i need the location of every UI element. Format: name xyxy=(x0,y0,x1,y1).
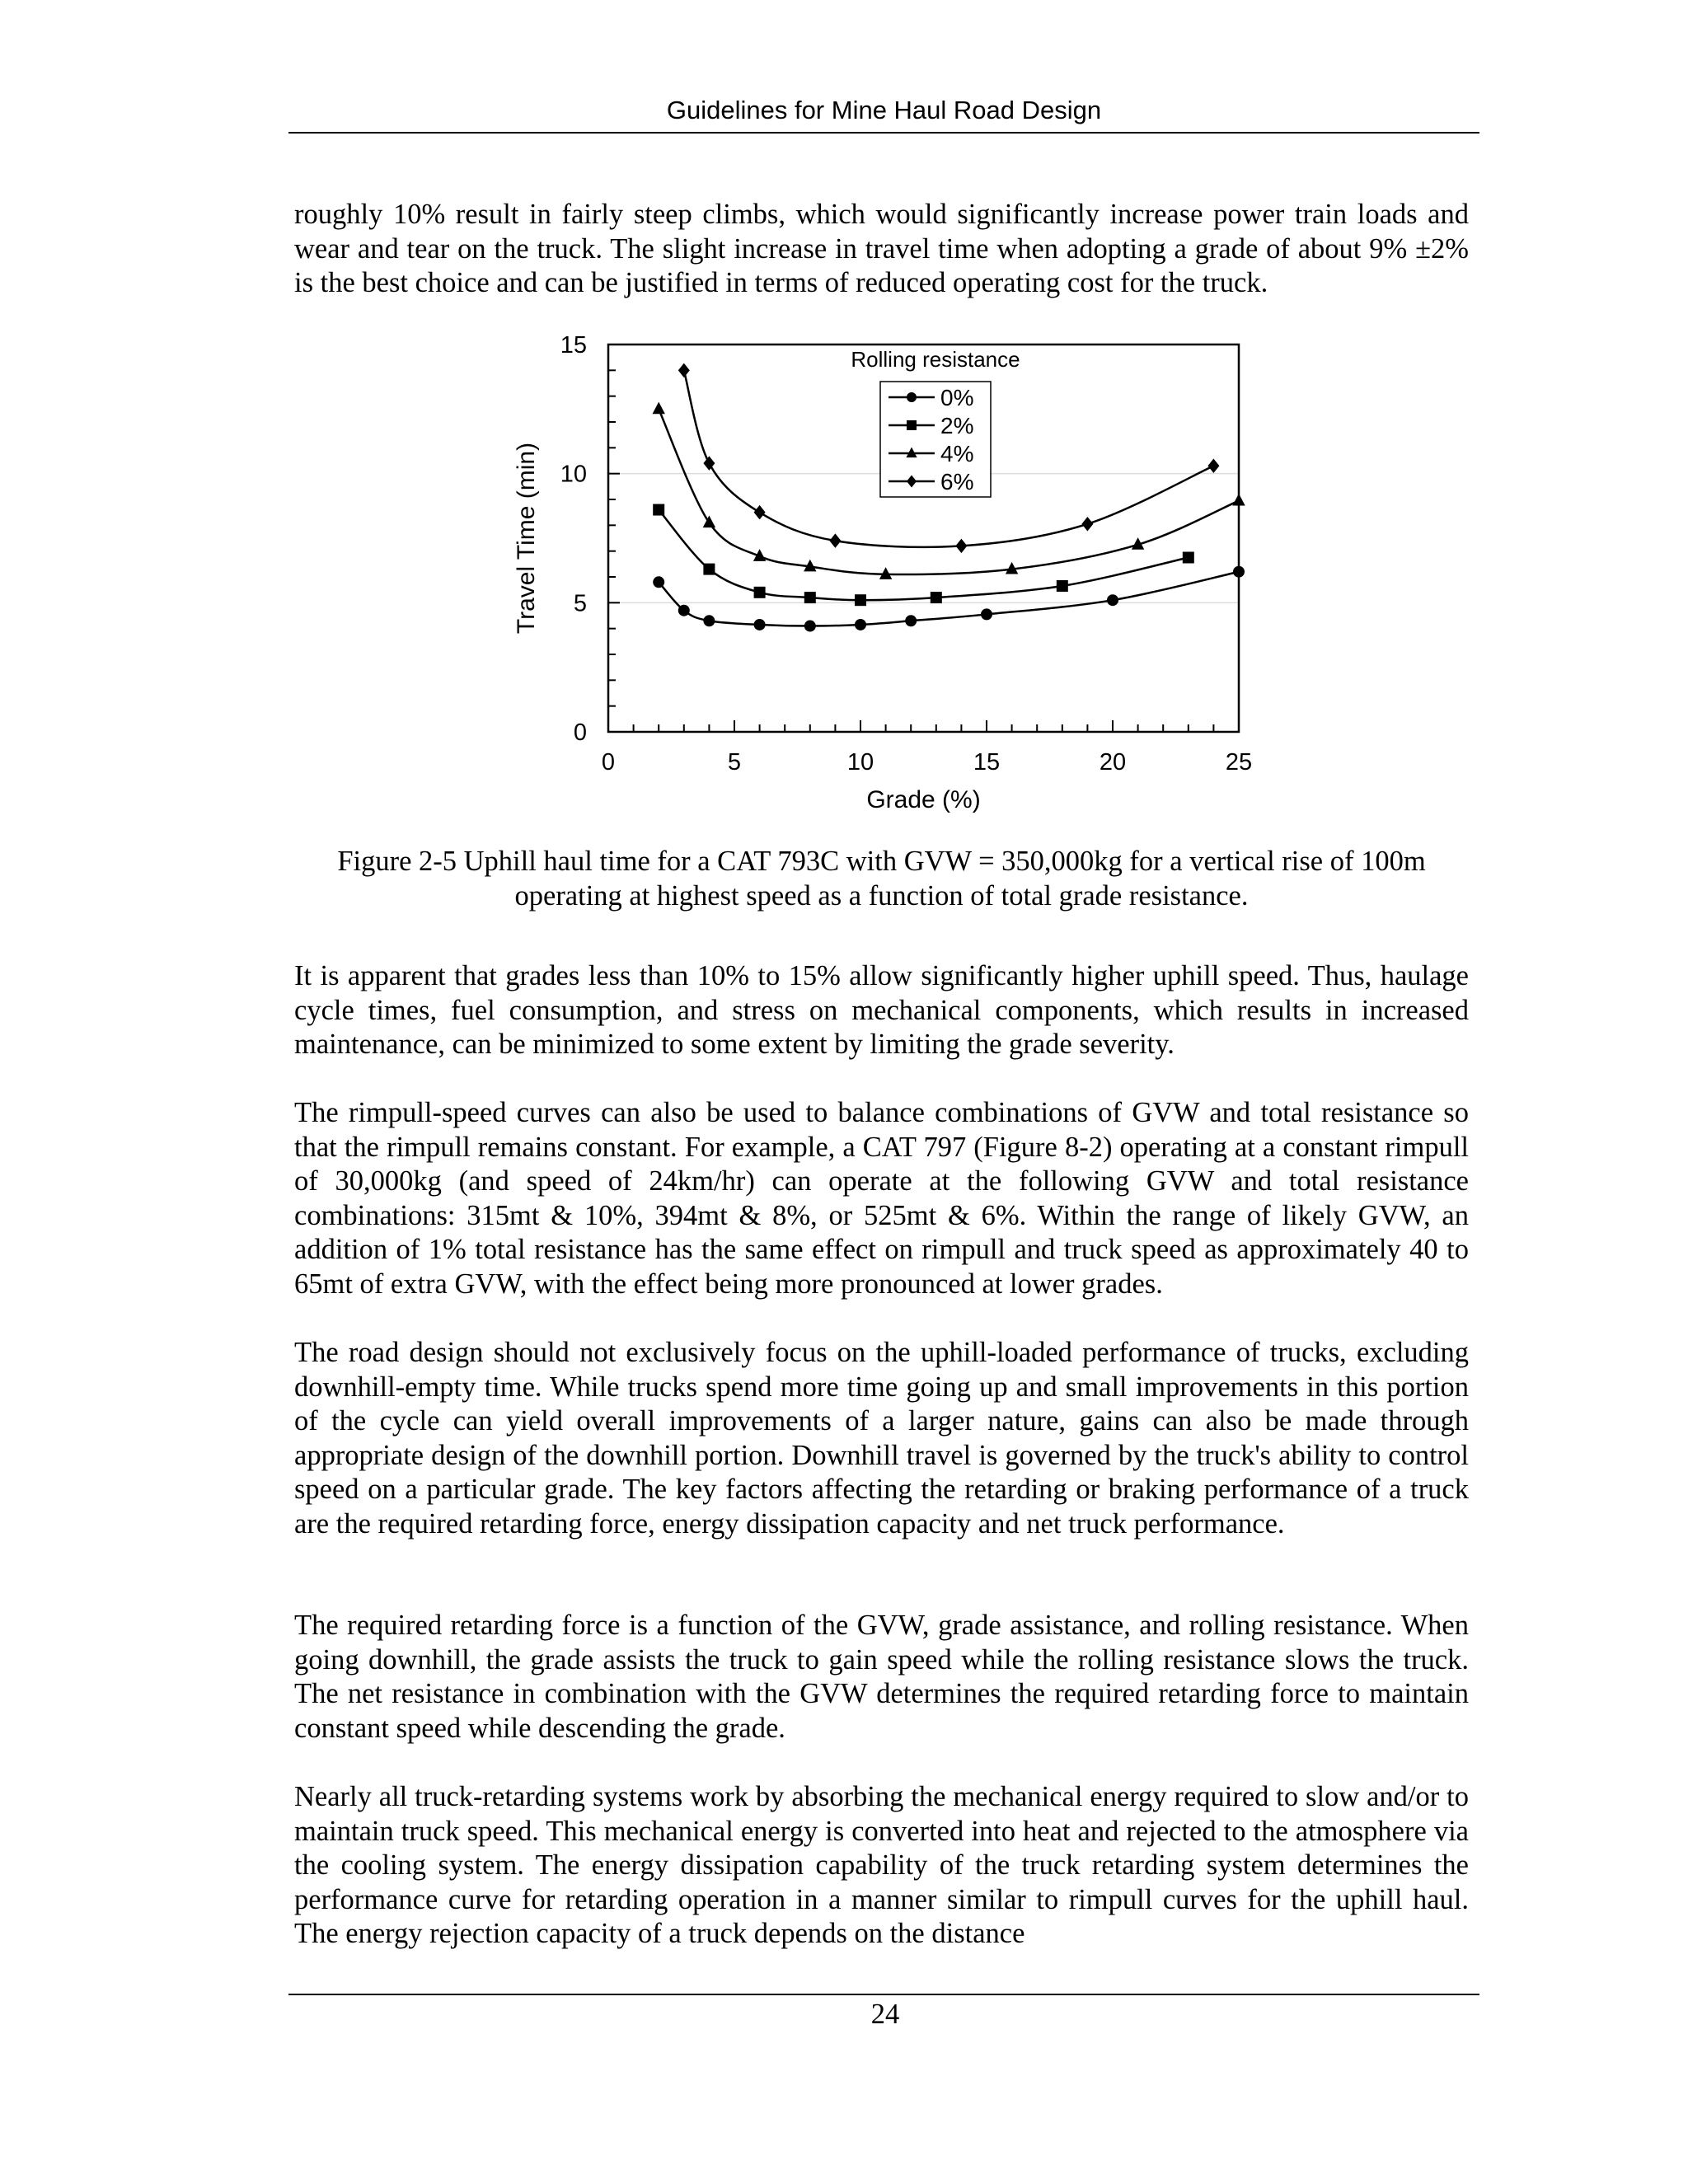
data-point-square xyxy=(1183,552,1194,564)
data-point-circle xyxy=(678,605,690,616)
data-point-square xyxy=(703,564,715,575)
page-number: 24 xyxy=(870,1999,900,2030)
legend-label: 6% xyxy=(940,469,974,494)
x-tick-label: 25 xyxy=(1225,749,1253,776)
data-point-triangle xyxy=(653,402,665,415)
paragraph-3: The rimpull-speed curves can also be used to balance combinations of GVW and total resistance so that the rimpull remains constant. For example, a CAT 797 (Figure 8-2) operating at a constant rimpull of 30,000kg (and speed of 24km/hr) can operate at the following GVW and total resistance combinations: 315mt & 10%, 394mt & 8%, or 525mt & 6%. Within the range of likely GVW, an addition of 1% total resistance has the same effect on rimpull and truck speed as approximately 40 to 65mt of extra GVW, with the effect being more pronounced at lower grades. xyxy=(294,1097,1469,1300)
data-point-circle xyxy=(1107,594,1118,606)
travel-time-chart xyxy=(495,321,1269,824)
series-0pct xyxy=(653,566,1245,632)
legend-label: 4% xyxy=(940,441,974,466)
data-point-square xyxy=(1057,580,1068,592)
data-point-square xyxy=(754,587,766,598)
series-line xyxy=(659,510,1189,601)
paragraph-6: Nearly all truck-retarding systems work by absorbing the mechanical energy required to slow and/or to maintain truck speed. This mechanical energy is converted into heat and rejected to the atmosphere via the cooling system. The energy dissipation capability of the truck retarding system determines the performance curve for retarding operation in a manner similar to rimpull curves for the uphill haul. The energy rejection capacity of a truck depends on the distance xyxy=(294,1781,1469,1950)
data-point-diamond xyxy=(955,539,967,554)
data-point-circle xyxy=(855,619,866,630)
data-point-circle xyxy=(703,615,715,626)
legend-title: Rolling resistance xyxy=(851,347,1020,372)
y-tick-label: 15 xyxy=(560,332,587,359)
x-tick-label: 5 xyxy=(727,749,742,776)
x-axis-label: Grade (%) xyxy=(866,786,981,813)
y-axis-label: Travel Time (min) xyxy=(513,442,540,635)
data-point-diamond xyxy=(829,533,841,548)
footer-rule xyxy=(288,1994,1479,1995)
data-point-circle xyxy=(981,608,992,620)
data-point-square xyxy=(653,504,664,516)
legend-label: 2% xyxy=(940,413,974,438)
paragraph-1: roughly 10% result in fairly steep climbs, which would significantly increase power train loads and wear and tear on the truck. The slight increase in travel time when adopting a grade of about 9% ±2% is the best choice and can be justified in terms of reduced operating cost for the truck. xyxy=(294,199,1469,299)
data-point-circle xyxy=(907,392,917,402)
y-tick-label: 10 xyxy=(560,461,587,488)
running-header: Guidelines for Mine Haul Road Design xyxy=(666,96,1102,124)
paragraph-2: It is apparent that grades less than 10% to 15% allow significantly higher uphill speed. Thus, haulage cycle times, fuel consumption, and stress on mechanical components, which results in increased maintenance, can be minimized to some extent by limiting the grade severity. xyxy=(294,960,1469,1061)
data-point-diamond xyxy=(678,363,690,378)
header-rule xyxy=(288,132,1479,134)
data-point-square xyxy=(855,594,866,606)
data-point-circle xyxy=(905,615,917,626)
paragraph-4: The road design should not exclusively focus on the uphill-loaded performance of trucks, excluding downhill-empty time. While trucks spend more time going up and small improvements in this portion of the cycle can yield overall improvements of a larger nature, gains can also be made through appropriate design of the downhill portion. Downhill travel is governed by the truck's ability to control speed on a particular grade. The key factors affecting the retarding or braking performance of a truck are the required retarding force, energy dissipation capacity and net truck performance. xyxy=(294,1337,1469,1540)
data-point-square xyxy=(804,592,816,603)
data-point-circle xyxy=(804,621,816,632)
data-point-triangle xyxy=(879,567,892,579)
x-tick-label: 0 xyxy=(601,749,616,776)
legend-label: 0% xyxy=(940,385,974,410)
y-tick-label: 0 xyxy=(573,719,587,746)
legend-box xyxy=(880,382,991,497)
data-point-square xyxy=(931,592,942,603)
x-tick-label: 20 xyxy=(1099,749,1127,776)
data-point-square xyxy=(907,420,917,430)
data-point-circle xyxy=(754,619,766,630)
y-tick-label: 5 xyxy=(573,590,587,617)
x-tick-label: 15 xyxy=(973,749,1001,776)
series-line xyxy=(659,572,1239,626)
data-point-diamond xyxy=(1081,517,1093,532)
data-point-diamond xyxy=(1207,459,1219,474)
data-point-circle xyxy=(1233,566,1245,578)
data-point-circle xyxy=(653,576,664,588)
data-point-triangle xyxy=(1232,494,1245,506)
series-2pct xyxy=(653,504,1194,607)
data-point-diamond xyxy=(754,505,766,520)
figure-caption: Figure 2-5 Uphill haul time for a CAT 793C with GVW = 350,000kg for a vertical rise of 100m operating at highest speed as a function of total grade resistance. xyxy=(337,846,1426,912)
x-tick-label: 10 xyxy=(846,749,874,776)
paragraph-5: The required retarding force is a function of the GVW, grade assistance, and rolling resistance. When going downhill, the grade assists the truck to gain speed while the rolling resistance slows the truck. The net resistance in combination with the GVW determines the required retarding force to maintain constant speed while descending the grade. xyxy=(294,1610,1469,1744)
